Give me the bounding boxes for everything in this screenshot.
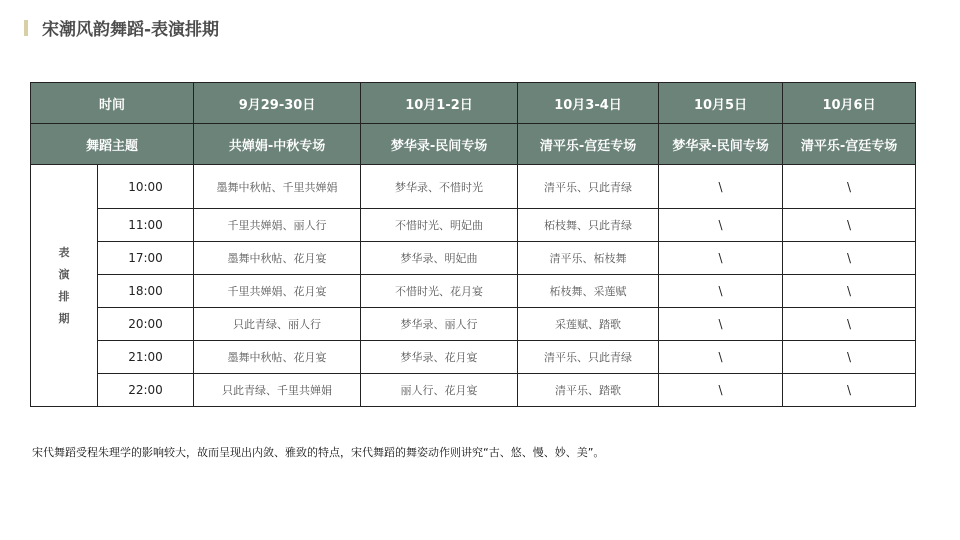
time-cell: 18:00 xyxy=(98,275,194,308)
time-cell: 17:00 xyxy=(98,242,194,275)
program-cell: 不惜时光、明妃曲 xyxy=(361,209,518,242)
program-cell: \ xyxy=(783,209,916,242)
program-cell: 只此青绿、丽人行 xyxy=(194,308,361,341)
table-row xyxy=(31,374,916,407)
header-row-dates xyxy=(31,83,916,124)
program-cell: 清平乐、只此青绿 xyxy=(518,341,659,374)
header-date: 10月6日 xyxy=(783,83,916,124)
header-theme: 共婵娟-中秋专场 xyxy=(194,124,361,165)
program-cell: \ xyxy=(783,308,916,341)
program-cell: \ xyxy=(783,275,916,308)
time-cell: 20:00 xyxy=(98,308,194,341)
program-cell: 丽人行、花月宴 xyxy=(361,374,518,407)
program-cell: 千里共婵娟、丽人行 xyxy=(194,209,361,242)
table-row xyxy=(31,209,916,242)
header-date: 10月3-4日 xyxy=(518,83,659,124)
program-cell: 梦华录、不惜时光 xyxy=(361,165,518,209)
title-accent-bar xyxy=(24,20,28,36)
program-cell: \ xyxy=(659,308,783,341)
program-cell: \ xyxy=(659,165,783,209)
program-cell: 采莲赋、踏歌 xyxy=(518,308,659,341)
program-cell: \ xyxy=(783,165,916,209)
program-cell: 只此青绿、千里共婵娟 xyxy=(194,374,361,407)
program-cell: 柘枝舞、只此青绿 xyxy=(518,209,659,242)
side-label-cell xyxy=(31,165,98,407)
page-title: 宋潮风韵舞蹈-表演排期 xyxy=(42,20,220,40)
table-row xyxy=(31,165,916,209)
header-time-label: 时间 xyxy=(31,83,194,124)
footnote-text: 宋代舞蹈受程朱理学的影响较大，故而呈现出内敛、雅致的特点，宋代舞蹈的舞姿动作则讲究“古、悠、慢、妙、美”。 xyxy=(32,446,605,459)
program-cell: 柘枝舞、采莲赋 xyxy=(518,275,659,308)
table-row xyxy=(31,242,916,275)
program-cell: 墨舞中秋帖、千里共婵娟 xyxy=(194,165,361,209)
program-cell: 千里共婵娟、花月宴 xyxy=(194,275,361,308)
header-row-themes xyxy=(31,124,916,165)
program-cell: 墨舞中秋帖、花月宴 xyxy=(194,242,361,275)
header-theme-label: 舞蹈主题 xyxy=(31,124,194,165)
time-cell: 22:00 xyxy=(98,374,194,407)
header-theme: 梦华录-民间专场 xyxy=(361,124,518,165)
program-cell: 梦华录、丽人行 xyxy=(361,308,518,341)
program-cell: \ xyxy=(783,242,916,275)
program-cell: \ xyxy=(659,275,783,308)
program-cell: 清平乐、只此青绿 xyxy=(518,165,659,209)
table-row xyxy=(31,341,916,374)
program-cell: 清平乐、踏歌 xyxy=(518,374,659,407)
header-theme: 梦华录-民间专场 xyxy=(659,124,783,165)
program-cell: \ xyxy=(659,209,783,242)
program-cell: \ xyxy=(659,341,783,374)
header-theme: 清平乐-宫廷专场 xyxy=(518,124,659,165)
side-label: 表演排期 xyxy=(58,245,70,325)
program-cell: 不惜时光、花月宴 xyxy=(361,275,518,308)
table-row xyxy=(31,308,916,341)
time-cell: 11:00 xyxy=(98,209,194,242)
program-cell: 梦华录、明妃曲 xyxy=(361,242,518,275)
program-cell: 梦华录、花月宴 xyxy=(361,341,518,374)
program-cell: \ xyxy=(783,374,916,407)
program-cell: 墨舞中秋帖、花月宴 xyxy=(194,341,361,374)
header-date: 10月1-2日 xyxy=(361,83,518,124)
schedule-table xyxy=(30,82,916,407)
header-date: 9月29-30日 xyxy=(194,83,361,124)
program-cell: \ xyxy=(659,374,783,407)
table-row xyxy=(31,275,916,308)
header-theme: 清平乐-宫廷专场 xyxy=(783,124,916,165)
program-cell: \ xyxy=(659,242,783,275)
time-cell: 10:00 xyxy=(98,165,194,209)
program-cell: 清平乐、柘枝舞 xyxy=(518,242,659,275)
time-cell: 21:00 xyxy=(98,341,194,374)
program-cell: \ xyxy=(783,341,916,374)
header-date: 10月5日 xyxy=(659,83,783,124)
